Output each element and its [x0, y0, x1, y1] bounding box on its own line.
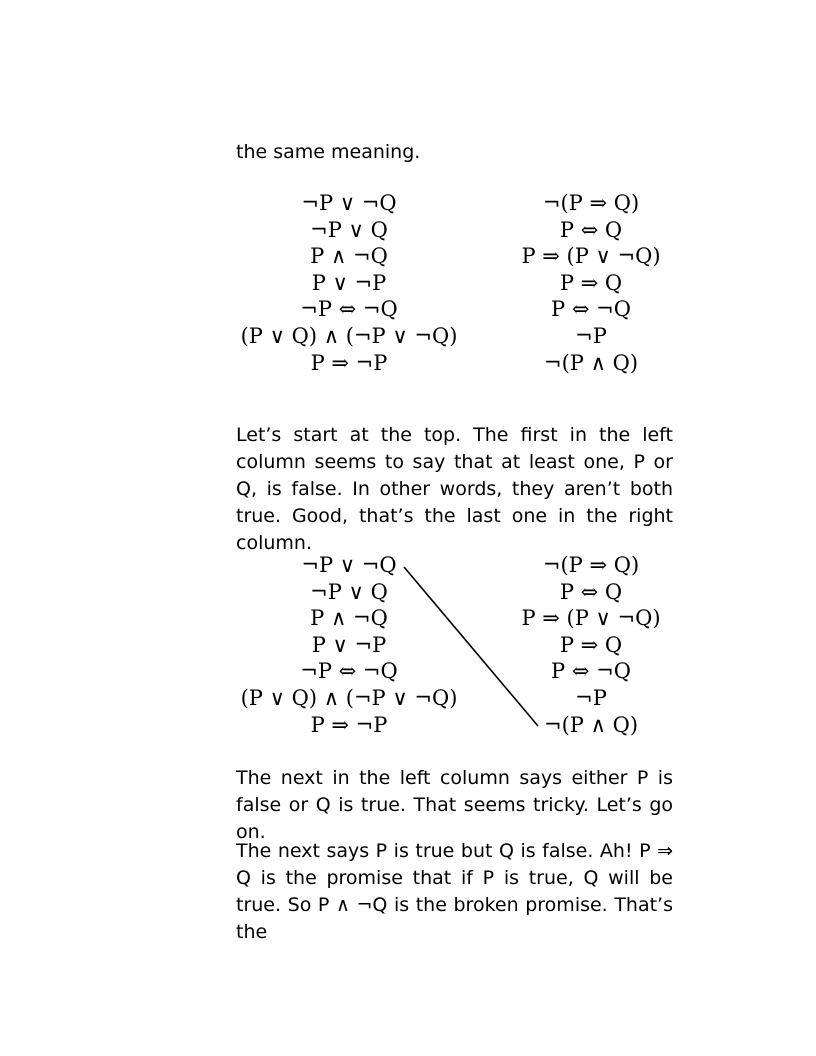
table1-left-row: (P ∨ Q) ∧ (¬P ∨ ¬Q) — [240, 323, 458, 348]
table2-right-row: P ⇒ (P ∨ ¬Q) — [521, 606, 661, 631]
table2-left-row: ¬P ∨ ¬Q — [301, 553, 397, 577]
table1-right-row: ¬P — [575, 323, 607, 348]
table2-left-row: P ⇒ ¬P — [310, 712, 388, 737]
paragraph-3 — [236, 838, 673, 946]
table2-right-row: P ⇒ Q — [559, 632, 623, 657]
paragraph-3-text: The next says P is true but Q is false. Ah! P ⇒ Q is the promise that if P is true, Q will be true. So P ∧ ¬Q is the broken promise. That’s the — [236, 840, 673, 943]
table2-right-row: ¬(P ∧ Q) — [543, 712, 639, 737]
paragraph-2-text: The next in the left column says either P is false or Q is true. That seems tricky. Let’s go on. — [236, 767, 673, 843]
table2-right-row: P ⇔ ¬Q — [551, 659, 631, 684]
table1-left-row: P ∧ ¬Q — [310, 244, 388, 269]
table2-right-row: ¬(P ⇒ Q) — [542, 553, 640, 577]
table1-right-row: P ⇔ Q — [559, 217, 623, 242]
table1-right-row: ¬(P ⇒ Q) — [542, 191, 640, 215]
table1-right-row: ¬(P ∧ Q) — [543, 350, 639, 375]
table1-left-row: ¬P ∨ Q — [310, 217, 388, 242]
table2-left-row: ¬P ∨ Q — [310, 579, 388, 604]
table1-left-row: ¬P ∨ ¬Q — [301, 191, 397, 215]
table2-left-row: P ∧ ¬Q — [310, 606, 388, 631]
table2-left-row: (P ∨ Q) ∧ (¬P ∨ ¬Q) — [240, 685, 458, 710]
table1-right-row: P ⇔ ¬Q — [551, 297, 631, 322]
table1-left-row: P ∨ ¬P — [311, 270, 387, 295]
table1-right-row: P ⇒ Q — [559, 270, 623, 295]
paragraph-1-text: Let’s start at the top. The first in the left column seems to say that at least one, P or Q, is false. In other words, they aren’t both true. Good, that’s the last one in the right column. — [236, 424, 673, 554]
table2-left-row: ¬P ⇔ ¬Q — [300, 659, 398, 684]
table1-right-row: P ⇒ (P ∨ ¬Q) — [521, 244, 661, 269]
table2-right-row: P ⇔ Q — [559, 579, 623, 604]
intro-fragment: the same meaning. — [236, 141, 421, 163]
connector-segment — [404, 567, 538, 726]
paragraph-2 — [236, 765, 673, 846]
table2-right-row: ¬P — [575, 685, 607, 710]
table1-left-row: P ⇒ ¬P — [310, 350, 388, 375]
table2-left-row: P ∨ ¬P — [311, 632, 387, 657]
table1-left-row: ¬P ⇔ ¬Q — [300, 297, 398, 322]
